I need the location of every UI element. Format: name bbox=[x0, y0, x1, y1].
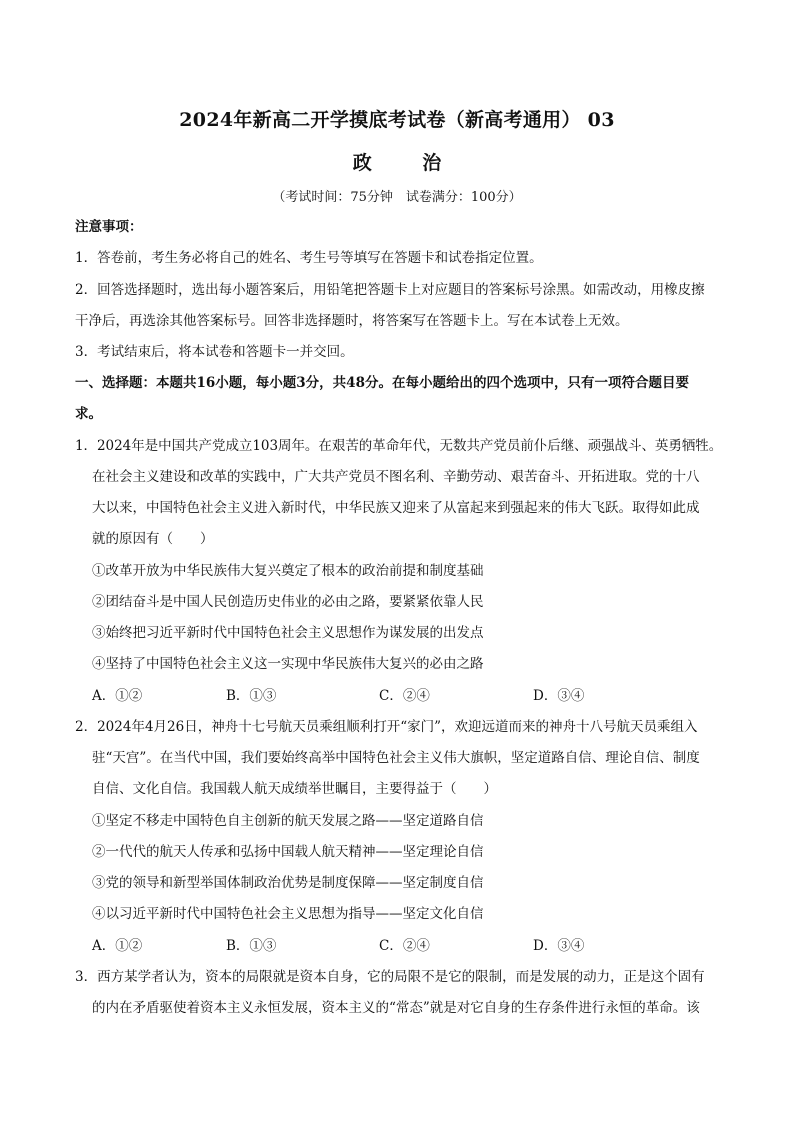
note-item: 2．回答选择题时，选出每小题答案后，用铅笔把答题卡上对应题目的答案标号涂黑。如需改动，用橡皮擦 bbox=[75, 282, 705, 298]
question-3-text: 3．西方某学者认为，资本的局限就是资本自身，它的局限不是它的限制，而是发展的动力，正是这个固有 bbox=[75, 969, 705, 985]
question-2-option-a[interactable]: A．①② bbox=[92, 938, 143, 954]
question-2-option-d[interactable]: D．③④ bbox=[533, 938, 585, 954]
question-2-text: 自信、文化自信。我国载人航天成绩举世瞩目，主要得益于（ ） bbox=[92, 781, 497, 797]
question-1-statement: ④坚持了中国特色社会主义这一实现中华民族伟大复兴的必由之路 bbox=[92, 656, 484, 672]
question-1-text: 大以来，中国特色社会主义进入新时代，中华民族又迎来了从富起来到强起来的伟大飞跃。取得如此成 bbox=[92, 500, 700, 516]
question-1-option-c[interactable]: C．②④ bbox=[379, 688, 430, 704]
question-1-statement: ①改革开放为中华民族伟大复兴奠定了根本的政治前提和制度基础 bbox=[92, 563, 484, 579]
question-1-statement: ②团结奋斗是中国人民创造历史伟业的必由之路，要紧紧依靠人民 bbox=[92, 594, 484, 610]
question-1-statement: ③始终把习近平新时代中国特色社会主义思想作为谋发展的出发点 bbox=[92, 625, 484, 641]
question-2-text: 2．2024年4月26日，神舟十七号航天员乘组顺利打开“家门”，欢迎远道而来的神舟十八号航天员乘组入 bbox=[75, 719, 698, 735]
exam-title: 2024年新高二开学摸底考试卷（新高考通用） 03 bbox=[179, 109, 615, 131]
question-2-statement: ①坚定不移走中国特色自主创新的航天发展之路——坚定道路自信 bbox=[92, 813, 484, 829]
note-item: 干净后，再选涂其他答案标号。回答非选择题时，将答案写在答题卡上。写在本试卷上无效。 bbox=[75, 313, 629, 329]
question-1-text: 在社会主义建设和改革的实践中，广大共产党员不图名利、辛勤劳动、艰苦奋斗、开拓进取。党的十八 bbox=[92, 469, 700, 485]
question-1-option-d[interactable]: D．③④ bbox=[533, 688, 585, 704]
notes-heading: 注意事项： bbox=[75, 219, 143, 235]
question-1-option-a[interactable]: A．①② bbox=[92, 688, 143, 704]
question-2-statement: ②一代代的航天人传承和弘扬中国载人航天精神——坚定理论自信 bbox=[92, 844, 484, 860]
question-2-option-b[interactable]: B．①③ bbox=[226, 938, 277, 954]
question-1-text: 就的原因有（ ） bbox=[92, 531, 214, 547]
section-heading: 一、选择题：本题共16小题，每小题3分，共48分。在每小题给出的四个选项中，只有一项符合题目要 bbox=[75, 375, 689, 391]
section-heading-cont: 求。 bbox=[75, 406, 102, 422]
question-2-statement: ④以习近平新时代中国特色社会主义思想为指导——坚定文化自信 bbox=[92, 906, 484, 922]
question-3-text: 的内在矛盾驱使着资本主义永恒发展，资本主义的“常态”就是对它自身的生存条件进行永恒的革命。该 bbox=[92, 1000, 700, 1016]
note-item: 1．答卷前，考生务必将自己的姓名、考生号等填写在答题卡和试卷指定位置。 bbox=[75, 250, 543, 266]
exam-info: （考试时间：75分钟 试卷满分：100分） bbox=[272, 190, 522, 205]
note-item: 3．考试结束后，将本试卷和答题卡一并交回。 bbox=[75, 344, 354, 360]
question-2-option-c[interactable]: C．②④ bbox=[379, 938, 430, 954]
question-2-statement: ③党的领导和新型举国体制政治优势是制度保障——坚定制度自信 bbox=[92, 875, 484, 891]
question-1-text: 1．2024年是中国共产党成立103周年。在艰苦的革命年代，无数共产党员前仆后继、顽强战斗、英勇牺牲。 bbox=[75, 438, 723, 454]
question-1-option-b[interactable]: B．①③ bbox=[226, 688, 277, 704]
subject-title: 政 治 bbox=[352, 152, 464, 174]
question-2-text: 驻“天宫”。在当代中国，我们要始终高举中国特色社会主义伟大旗帜，坚定道路自信、理论自信、制度 bbox=[92, 750, 700, 766]
